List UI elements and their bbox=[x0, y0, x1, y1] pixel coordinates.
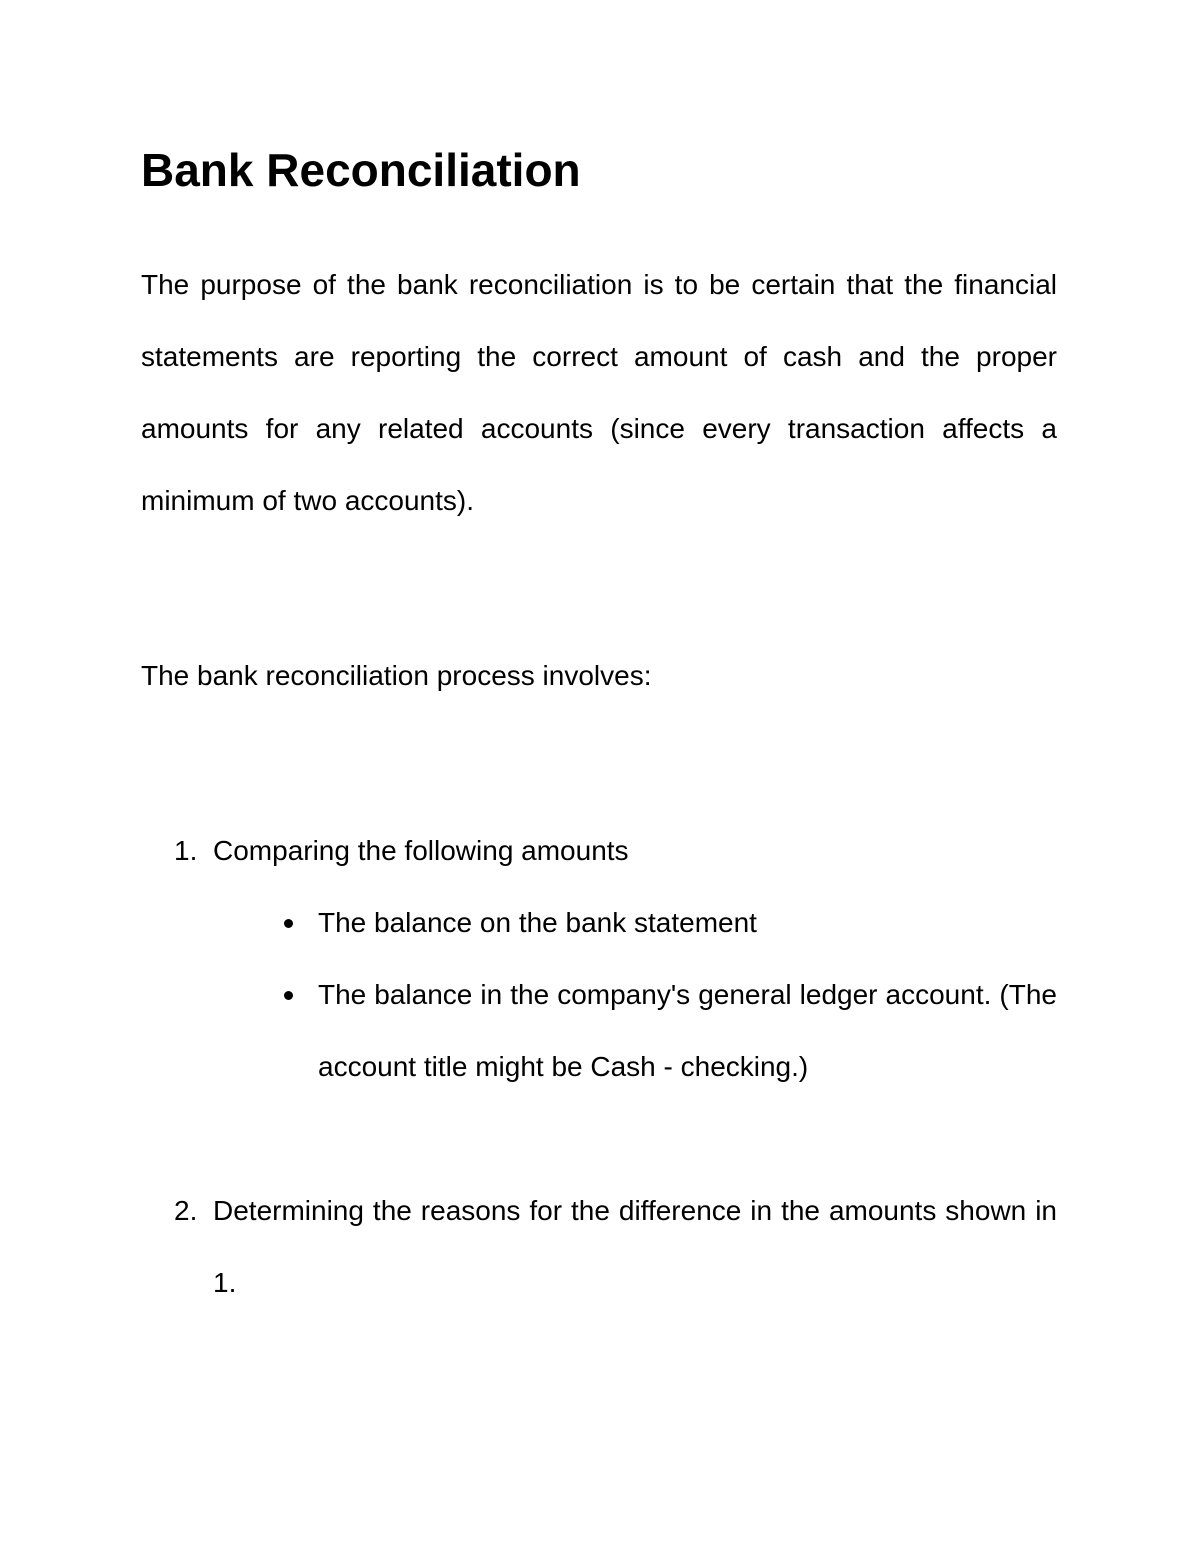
page-title: Bank Reconciliation bbox=[141, 144, 581, 196]
bullet-icon bbox=[284, 919, 293, 928]
bullet-list-item-2 bbox=[278, 959, 1057, 1103]
bullet-item-text: The balance on the bank statement bbox=[318, 907, 757, 938]
list-number: 2. bbox=[174, 1195, 198, 1226]
process-heading: The bank reconciliation process involves: bbox=[141, 660, 652, 691]
intro-paragraph: The purpose of the bank reconciliation is to be certain that the financial statements are reporting the correct amount of cash and the proper amounts for any related accounts (since every transaction affects a minimum of two accounts). bbox=[141, 269, 1057, 516]
bullet-icon bbox=[284, 991, 293, 1000]
numbered-list-item-1 bbox=[174, 815, 1057, 887]
list-item-text: Determining the reasons for the difference in the amounts shown in 1. bbox=[213, 1195, 1057, 1298]
bullet-item-text: The balance in the company's general ledger account. (The account title might be Cash - checking.) bbox=[318, 979, 1057, 1082]
numbered-list-item-2 bbox=[174, 1175, 1057, 1319]
list-item-text: Comparing the following amounts bbox=[213, 835, 629, 866]
list-number: 1. bbox=[174, 835, 198, 866]
bullet-list-item-1 bbox=[278, 887, 1057, 959]
